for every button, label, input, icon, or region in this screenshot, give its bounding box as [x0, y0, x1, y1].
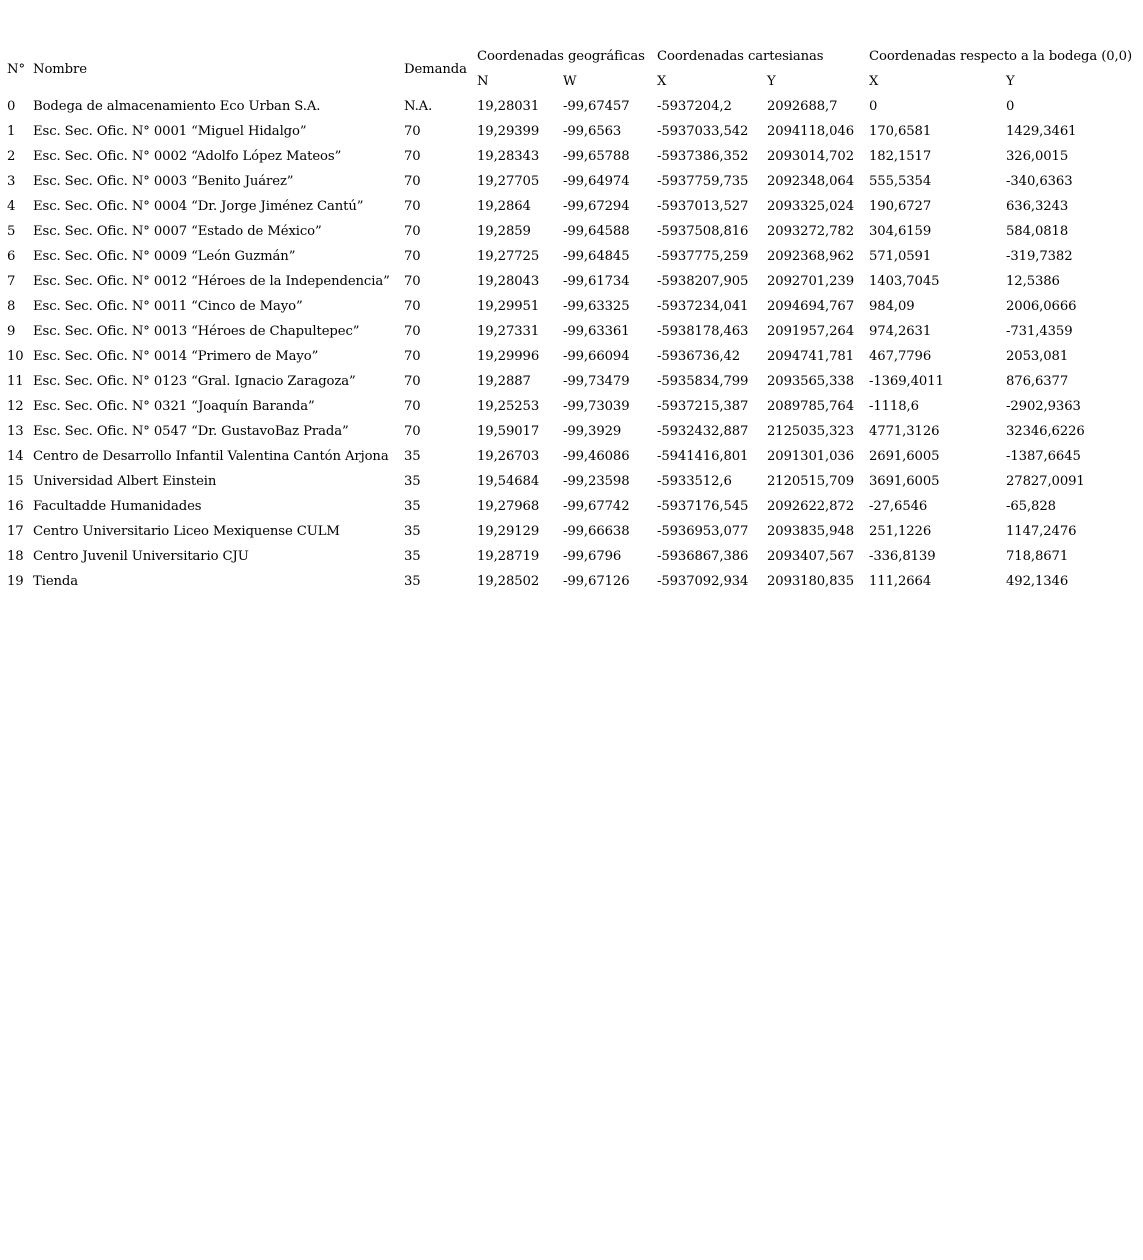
cell-num: 0: [7, 99, 16, 114]
cell-rel-x: -336,8139: [869, 549, 936, 564]
cell-rel-y: -1387,6645: [1006, 449, 1081, 464]
cell-geo-n: 19,59017: [477, 424, 540, 439]
cell-geo-w: -99,63361: [563, 324, 630, 339]
header-rel-x: X: [869, 74, 879, 89]
cell-name: Tienda: [33, 574, 79, 589]
cell-demand: 70: [404, 224, 421, 239]
cell-name: Esc. Sec. Ofic. N° 0321 “Joaquín Baranda”: [33, 399, 315, 414]
table-row: [4, 469, 1135, 494]
header-cart-x: X: [657, 74, 667, 89]
cell-name: Esc. Sec. Ofic. N° 0011 “Cinco de Mayo”: [33, 299, 303, 314]
cell-cart-x: -5937013,527: [657, 199, 749, 214]
table-row: [4, 344, 1135, 369]
cell-geo-n: 19,29399: [477, 124, 540, 139]
cell-demand: 35: [404, 499, 421, 514]
cell-geo-n: 19,28502: [477, 574, 540, 589]
table-header: [4, 44, 1135, 94]
cell-demand: 70: [404, 299, 421, 314]
cell-cart-y: 2094741,781: [767, 349, 854, 364]
cell-cart-x: -5937386,352: [657, 149, 749, 164]
cell-rel-x: 111,2664: [869, 574, 932, 589]
cell-rel-y: 0: [1006, 99, 1015, 114]
cell-num: 10: [7, 349, 24, 364]
cell-cart-y: 2089785,764: [767, 399, 854, 414]
table-row: [4, 494, 1135, 519]
header-geo-n: N: [477, 74, 489, 89]
cell-rel-y: 2006,0666: [1006, 299, 1077, 314]
cell-geo-n: 19,27331: [477, 324, 540, 339]
cell-geo-w: -99,64845: [563, 249, 630, 264]
table-row: [4, 544, 1135, 569]
cell-name: Bodega de almacenamiento Eco Urban S.A.: [33, 99, 321, 114]
cell-num: 17: [7, 524, 24, 539]
header-cart-y: Y: [767, 74, 776, 89]
cell-cart-y: 2093565,338: [767, 374, 854, 389]
cell-name: Esc. Sec. Ofic. N° 0002 “Adolfo López Mateos”: [33, 149, 342, 164]
cell-name: Esc. Sec. Ofic. N° 0123 “Gral. Ignacio Zaragoza”: [33, 374, 356, 389]
header-num: N°: [7, 61, 25, 77]
cell-geo-w: -99,46086: [563, 449, 630, 464]
table-row: [4, 444, 1135, 469]
cell-rel-x: -27,6546: [869, 499, 928, 514]
cell-cart-x: -5936953,077: [657, 524, 749, 539]
cell-cart-y: 2091957,264: [767, 324, 854, 339]
table-body: [4, 94, 1135, 594]
cell-num: 11: [7, 374, 24, 389]
cell-cart-y: 2091301,036: [767, 449, 854, 464]
cell-geo-n: 19,29951: [477, 299, 540, 314]
cell-demand: 70: [404, 124, 421, 139]
cell-rel-y: 326,0015: [1006, 149, 1069, 164]
cell-cart-x: -5935834,799: [657, 374, 749, 389]
header-row-groups: [4, 44, 1135, 69]
cell-num: 12: [7, 399, 24, 414]
cell-rel-x: 2691,6005: [869, 449, 940, 464]
cell-cart-y: 2093835,948: [767, 524, 854, 539]
cell-cart-x: -5938207,905: [657, 274, 749, 289]
table-row: [4, 94, 1135, 119]
cell-rel-x: 1403,7045: [869, 274, 940, 289]
cell-rel-x: -1369,4011: [869, 374, 944, 389]
cell-num: 14: [7, 449, 24, 464]
cell-cart-x: -5937759,735: [657, 174, 749, 189]
cell-rel-y: 584,0818: [1006, 224, 1069, 239]
cell-cart-y: 2094694,767: [767, 299, 854, 314]
cell-rel-y: 718,8671: [1006, 549, 1069, 564]
cell-rel-y: -2902,9363: [1006, 399, 1081, 414]
cell-num: 9: [7, 324, 16, 339]
cell-demand: 35: [404, 474, 421, 489]
cell-geo-n: 19,28343: [477, 149, 540, 164]
cell-num: 16: [7, 499, 24, 514]
cell-cart-y: 2093325,024: [767, 199, 854, 214]
table-row: [4, 319, 1135, 344]
cell-demand: 70: [404, 349, 421, 364]
table-row: [4, 519, 1135, 544]
cell-geo-w: -99,6563: [563, 124, 622, 139]
cell-name: Facultadde Humanidades: [33, 499, 202, 514]
cell-cart-y: 2092348,064: [767, 174, 854, 189]
table-row: [4, 294, 1135, 319]
cell-cart-x: -5933512,6: [657, 474, 732, 489]
table-row: [4, 569, 1135, 594]
cell-name: Esc. Sec. Ofic. N° 0007 “Estado de México”: [33, 224, 322, 239]
table-row: [4, 119, 1135, 144]
table-row: [4, 419, 1135, 444]
cell-geo-w: -99,23598: [563, 474, 630, 489]
cell-demand: 70: [404, 199, 421, 214]
table-row: [4, 369, 1135, 394]
cell-num: 8: [7, 299, 16, 314]
cell-geo-n: 19,27968: [477, 499, 540, 514]
cell-demand: 70: [404, 149, 421, 164]
cell-geo-w: -99,3929: [563, 424, 622, 439]
cell-geo-w: -99,67126: [563, 574, 630, 589]
cell-cart-x: -5937176,545: [657, 499, 749, 514]
cell-cart-x: -5937508,816: [657, 224, 749, 239]
cell-num: 2: [7, 149, 16, 164]
header-cart-group: Coordenadas cartesianas: [657, 49, 824, 64]
cell-cart-y: 2125035,323: [767, 424, 854, 439]
cell-cart-x: -5936736,42: [657, 349, 741, 364]
cell-cart-y: 2092368,962: [767, 249, 854, 264]
cell-name: Esc. Sec. Ofic. N° 0004 “Dr. Jorge Jiménez Cantú”: [33, 199, 364, 214]
cell-geo-w: -99,67742: [563, 499, 630, 514]
cell-cart-y: 2092622,872: [767, 499, 854, 514]
cell-geo-n: 19,2859: [477, 224, 531, 239]
cell-geo-n: 19,2887: [477, 374, 531, 389]
cell-rel-y: 12,5386: [1006, 274, 1060, 289]
cell-demand: 35: [404, 574, 421, 589]
cell-demand: 35: [404, 449, 421, 464]
cell-demand: N.A.: [404, 99, 433, 114]
cell-cart-x: -5932432,887: [657, 424, 749, 439]
cell-rel-x: 3691,6005: [869, 474, 940, 489]
cell-cart-y: 2093180,835: [767, 574, 854, 589]
cell-num: 18: [7, 549, 24, 564]
header-geo-w: W: [563, 74, 577, 89]
cell-name: Esc. Sec. Ofic. N° 0012 “Héroes de la Independencia”: [33, 274, 390, 289]
locations-table-container: [4, 44, 1135, 594]
cell-demand: 35: [404, 524, 421, 539]
cell-cart-y: 2093014,702: [767, 149, 854, 164]
cell-demand: 35: [404, 549, 421, 564]
cell-geo-w: -99,64974: [563, 174, 630, 189]
cell-rel-y: 876,6377: [1006, 374, 1069, 389]
cell-geo-w: -99,63325: [563, 299, 630, 314]
cell-geo-n: 19,27725: [477, 249, 540, 264]
cell-num: 6: [7, 249, 16, 264]
cell-cart-x: -5937204,2: [657, 99, 732, 114]
cell-geo-w: -99,67457: [563, 99, 630, 114]
cell-geo-w: -99,65788: [563, 149, 630, 164]
table-row: [4, 169, 1135, 194]
cell-geo-n: 19,29129: [477, 524, 540, 539]
cell-cart-y: 2094118,046: [767, 124, 854, 139]
cell-rel-y: 27827,0091: [1006, 474, 1085, 489]
cell-rel-x: 190,6727: [869, 199, 932, 214]
cell-num: 13: [7, 424, 24, 439]
cell-demand: 70: [404, 374, 421, 389]
cell-cart-x: -5938178,463: [657, 324, 749, 339]
cell-demand: 70: [404, 274, 421, 289]
cell-rel-y: 2053,081: [1006, 349, 1069, 364]
table-row: [4, 144, 1135, 169]
cell-geo-w: -99,64588: [563, 224, 630, 239]
cell-rel-y: -731,4359: [1006, 324, 1073, 339]
cell-cart-x: -5937775,259: [657, 249, 749, 264]
cell-geo-w: -99,67294: [563, 199, 630, 214]
table-row: [4, 244, 1135, 269]
cell-cart-x: -5941416,801: [657, 449, 749, 464]
cell-num: 4: [7, 199, 16, 214]
cell-geo-n: 19,28043: [477, 274, 540, 289]
cell-name: Centro de Desarrollo Infantil Valentina Cantón Arjona: [33, 449, 389, 464]
cell-name: Universidad Albert Einstein: [33, 474, 217, 489]
cell-name: Centro Universitario Liceo Mexiquense CULM: [33, 524, 340, 539]
cell-num: 15: [7, 474, 24, 489]
cell-geo-n: 19,54684: [477, 474, 540, 489]
cell-rel-x: 304,6159: [869, 224, 932, 239]
cell-name: Esc. Sec. Ofic. N° 0014 “Primero de Mayo”: [33, 349, 319, 364]
cell-demand: 70: [404, 399, 421, 414]
cell-rel-y: 1429,3461: [1006, 124, 1077, 139]
cell-demand: 70: [404, 174, 421, 189]
cell-geo-w: -99,66638: [563, 524, 630, 539]
cell-rel-x: -1118,6: [869, 399, 919, 414]
cell-rel-y: 32346,6226: [1006, 424, 1085, 439]
cell-name: Esc. Sec. Ofic. N° 0003 “Benito Juárez”: [33, 174, 294, 189]
header-rel-group: Coordenadas respecto a la bodega (0,0): [869, 49, 1132, 64]
cell-num: 1: [7, 124, 16, 139]
header-name: Nombre: [33, 61, 87, 77]
cell-rel-x: 555,5354: [869, 174, 932, 189]
cell-geo-n: 19,25253: [477, 399, 540, 414]
cell-cart-x: -5937234,041: [657, 299, 749, 314]
cell-rel-x: 974,2631: [869, 324, 932, 339]
cell-rel-x: 170,6581: [869, 124, 932, 139]
cell-geo-w: -99,61734: [563, 274, 630, 289]
table-row: [4, 194, 1135, 219]
header-rel-y: Y: [1006, 74, 1015, 89]
table-row: [4, 394, 1135, 419]
cell-rel-y: -65,828: [1006, 499, 1056, 514]
cell-name: Centro Juvenil Universitario CJU: [33, 549, 249, 564]
cell-geo-n: 19,26703: [477, 449, 540, 464]
cell-cart-x: -5936867,386: [657, 549, 749, 564]
table-row: [4, 269, 1135, 294]
cell-num: 7: [7, 274, 16, 289]
header-geo-group: Coordenadas geográficas: [477, 49, 645, 64]
cell-num: 3: [7, 174, 16, 189]
cell-cart-y: 2093272,782: [767, 224, 854, 239]
cell-cart-x: -5937092,934: [657, 574, 749, 589]
cell-demand: 70: [404, 324, 421, 339]
cell-geo-n: 19,2864: [477, 199, 531, 214]
cell-geo-n: 19,29996: [477, 349, 540, 364]
cell-rel-x: 182,1517: [869, 149, 932, 164]
cell-geo-w: -99,66094: [563, 349, 630, 364]
cell-rel-y: 1147,2476: [1006, 524, 1077, 539]
cell-cart-y: 2093407,567: [767, 549, 854, 564]
cell-rel-x: 571,0591: [869, 249, 932, 264]
cell-geo-n: 19,28719: [477, 549, 540, 564]
cell-name: Esc. Sec. Ofic. N° 0013 “Héroes de Chapultepec”: [33, 324, 360, 339]
cell-rel-x: 0: [869, 99, 878, 114]
cell-cart-x: -5937215,387: [657, 399, 749, 414]
cell-num: 19: [7, 574, 24, 589]
cell-cart-y: 2120515,709: [767, 474, 854, 489]
cell-name: Esc. Sec. Ofic. N° 0547 “Dr. GustavoBaz Prada”: [33, 424, 349, 439]
locations-table: [4, 44, 1135, 594]
cell-demand: 70: [404, 424, 421, 439]
cell-geo-w: -99,73039: [563, 399, 630, 414]
cell-geo-n: 19,27705: [477, 174, 540, 189]
cell-rel-y: 636,3243: [1006, 199, 1069, 214]
cell-geo-n: 19,28031: [477, 99, 540, 114]
cell-rel-x: 251,1226: [869, 524, 932, 539]
cell-cart-y: 2092688,7: [767, 99, 838, 114]
cell-geo-w: -99,6796: [563, 549, 622, 564]
cell-geo-w: -99,73479: [563, 374, 630, 389]
cell-rel-y: -340,6363: [1006, 174, 1073, 189]
cell-rel-x: 467,7796: [869, 349, 932, 364]
cell-demand: 70: [404, 249, 421, 264]
cell-name: Esc. Sec. Ofic. N° 0009 “León Guzmán”: [33, 249, 296, 264]
cell-rel-y: 492,1346: [1006, 574, 1069, 589]
cell-rel-x: 4771,3126: [869, 424, 940, 439]
cell-name: Esc. Sec. Ofic. N° 0001 “Miguel Hidalgo”: [33, 124, 307, 139]
header-demand: Demanda: [404, 61, 467, 77]
cell-cart-y: 2092701,239: [767, 274, 854, 289]
cell-num: 5: [7, 224, 16, 239]
cell-cart-x: -5937033,542: [657, 124, 749, 139]
cell-rel-x: 984,09: [869, 299, 915, 314]
cell-rel-y: -319,7382: [1006, 249, 1073, 264]
table-row: [4, 219, 1135, 244]
